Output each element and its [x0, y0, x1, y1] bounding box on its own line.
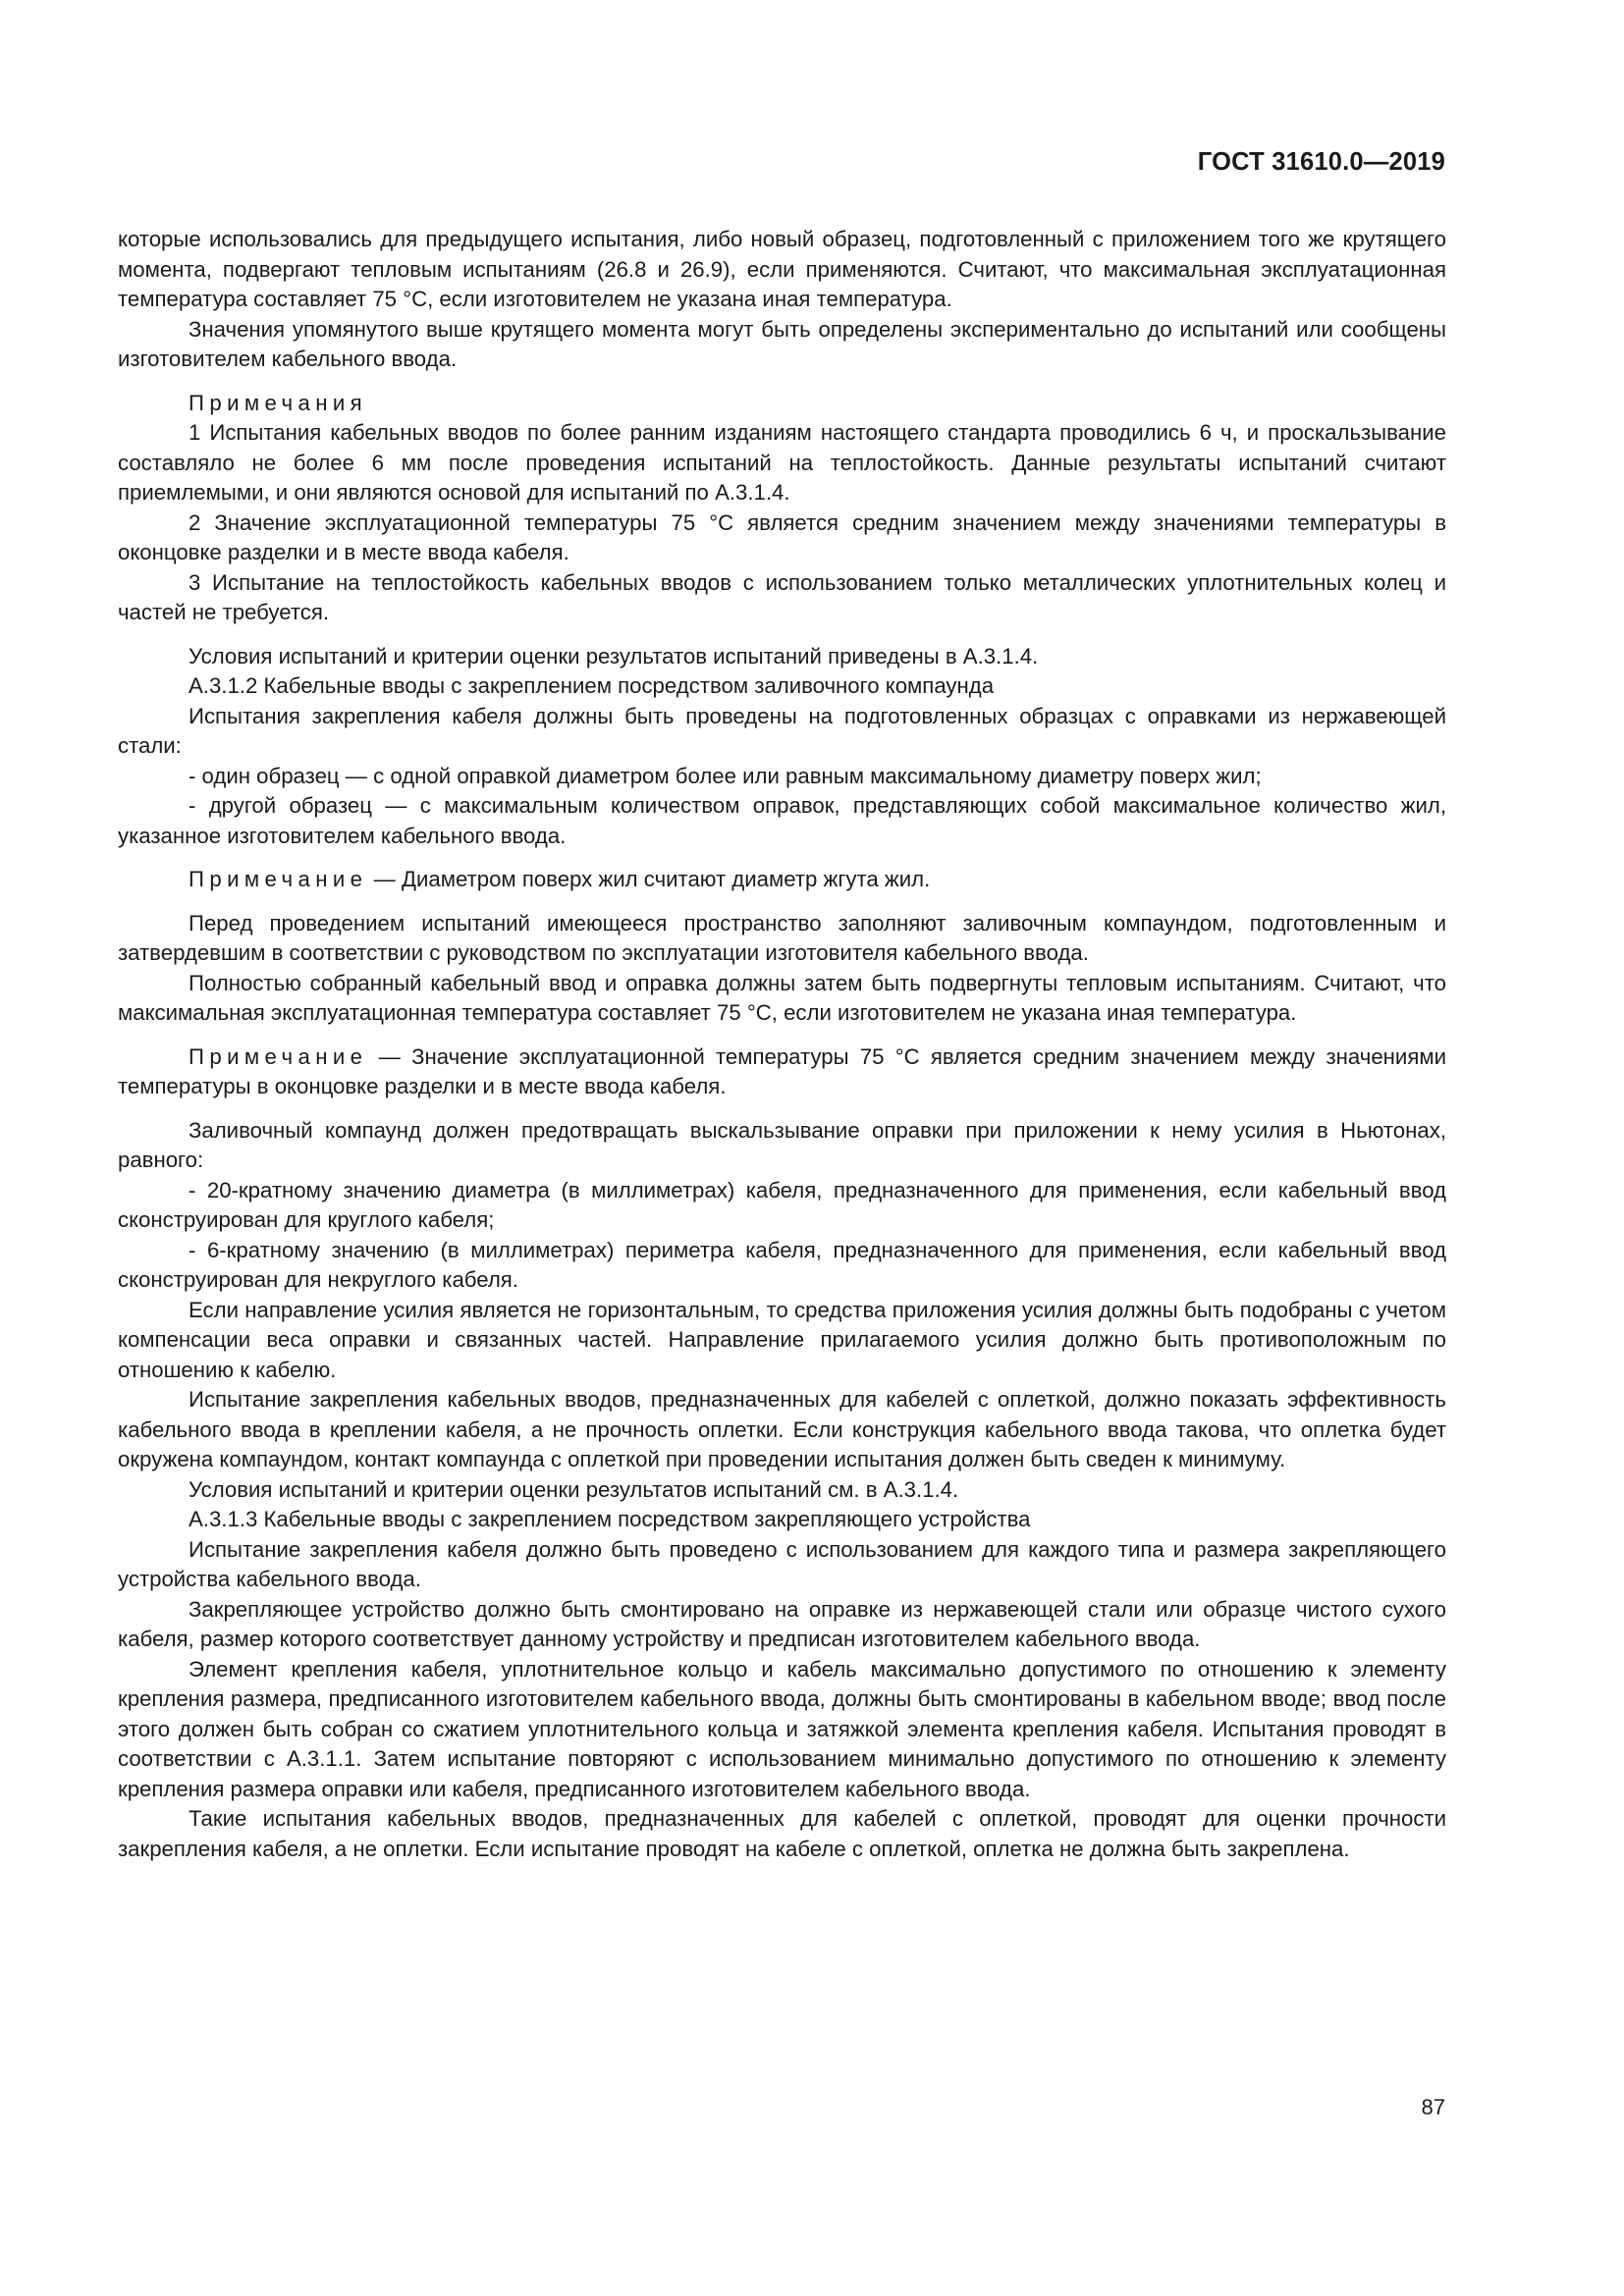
paragraph: Если направление усилия является не горизонтальным, то средства приложения усилия должны быть подобраны с учетом компенсации веса оправки и связанных частей. Направление прилагаемого усилия должно быть противоположным по отношению к кабелю. — [118, 1297, 1446, 1382]
paragraph: Условия испытаний и критерии оценки результатов испытаний приведены в А.3.1.4. — [189, 643, 1039, 668]
paragraph: Испытания закрепления кабеля должны быть проведены на подготовленных образцах с оправками из нержавеющей стали: — [118, 703, 1446, 758]
paragraph: Испытание закрепления кабельных вводов, предназначенных для кабелей с оплеткой, должно показать эффективность кабельного ввода в креплении кабеля, а не прочность оплетки. Если конструкция кабельного ввода такова, что оплетка будет окружена компаундом, контакт компаунда с оплеткой при проведении испытания должен быть сведен к минимуму. — [118, 1387, 1446, 1471]
section-heading: А.3.1.3 Кабельные вводы с закреплением посредством закрепляющего устройства — [189, 1507, 1031, 1531]
page-number: 87 — [1421, 2095, 1445, 2119]
paragraph: Закрепляющее устройство должно быть смонтировано на оправке из нержавеющей стали или образце чистого сухого кабеля, размер которого соответствует данному устройству и предписан изготовителем кабельного ввода. — [118, 1596, 1446, 1651]
paragraph: Значения упомянутого выше крутящего момента могут быть определены экспериментально до испытаний или сообщены изготовителем кабельного ввода. — [118, 316, 1446, 371]
list-item: - один образец — с одной оправкой диаметром более или равным максимальному диаметру поверх жил; — [189, 763, 1262, 788]
note-item: 3 Испытание на теплостойкость кабельных вводов с использованием только металлических уплотнительных колец и частей не требуется. — [118, 569, 1446, 624]
paragraph: Заливочный компаунд должен предотвращать выскальзывание оправки при приложении к нему усилия в Ньютонах, равного: — [118, 1117, 1446, 1172]
note — [118, 865, 1446, 895]
paragraph: Полностью собранный кабельный ввод и оправка должны затем быть подвергнуты тепловым испытаниям. Считают, что максимальная эксплуатационная температура составляет 75 °С, если изготовителем не указана иная температура. — [118, 970, 1446, 1025]
paragraph: Испытание закрепления кабеля должно быть проведено с использованием для каждого типа и размера закрепляющего устройства кабельного ввода. — [118, 1536, 1446, 1591]
note-label: Примечание — [189, 1043, 368, 1069]
notes-title: Примечания — [189, 390, 368, 415]
list-item: - другой образец — с максимальным количеством оправок, представляющих собой максимальное количество жил, указанное изготовителем кабельного ввода. — [118, 793, 1446, 848]
document-body — [118, 225, 1446, 1864]
paragraph: Такие испытания кабельных вводов, предназначенных для кабелей с оплеткой, проводят для оценки прочности закрепления кабеля, а не оплетки. Если испытание проводят на кабеле с оплеткой, оплетка не должна быть закреплена. — [118, 1806, 1446, 1861]
paragraph: Элемент крепления кабеля, уплотнительное кольцо и кабель максимально допустимого по отношению к элементу крепления размера, предписанного изготовителем кабельного ввода, должны быть смонтированы в кабельном вводе; ввод после этого должен быть собран со сжатием уплотнительного кольца и затяжкой элемента крепления кабеля. Испытания проводят в соответствии с А.3.1.1. Затем испытание повторяют с использованием минимально допустимого по отношению к элементу крепления размера оправки или кабеля, предписанного изготовителем кабельного ввода. — [118, 1656, 1446, 1801]
paragraph: Перед проведением испытаний имеющееся пространство заполняют заливочным компаундом, подготовленным и затвердевшим в соответствии с руководством по эксплуатации изготовителя кабельного ввода. — [118, 910, 1446, 965]
note-label: Примечание — [189, 867, 368, 891]
note-item: 1 Испытания кабельных вводов по более ранним изданиям настоящего стандарта проводились 6 ч, и проскальзывание составляло не более 6 мм после проведения испытаний на теплостойкость. Данные результаты испытаний считают приемлемыми, и они являются основой для испытаний по А.3.1.4. — [118, 420, 1446, 505]
list-item: - 6-кратному значению (в миллиметрах) периметра кабеля, предназначенного для применения, если кабельный ввод сконструирован для некруглого кабеля. — [118, 1237, 1446, 1292]
document-number-header: ГОСТ 31610.0—2019 — [1197, 148, 1445, 176]
note-text: — Значение эксплуатационной температуры 75 °С является средним значением между значениями температуры в оконцовке разделки и в месте ввода кабеля. — [118, 1043, 1446, 1098]
paragraph: Условия испытаний и критерии оценки результатов испытаний см. в А.3.1.4. — [189, 1476, 959, 1502]
note-item: 2 Значение эксплуатационной температуры 75 °С является средним значением между значениями температуры в оконцовке разделки и в месте ввода кабеля. — [118, 509, 1446, 564]
note-text: — Диаметром поверх жил считают диаметр жгута жил. — [367, 867, 931, 891]
list-item: - 20-кратному значению диаметра (в миллиметрах) кабеля, предназначенного для применения, если кабельный ввод сконструирован для круглого кабеля; — [118, 1177, 1446, 1232]
section-heading: А.3.1.2 Кабельные вводы с закреплением посредством заливочного компаунда — [189, 673, 995, 698]
note — [118, 1042, 1446, 1102]
paragraph: которые использовались для предыдущего испытания, либо новый образец, подготовленный с приложением того же крутящего момента, подвергают тепловым испытаниям (26.8 и 26.9), если применяются. Считают, что максимальная эксплуатационная температура составляет 75 °С, если изготовителем не указана иная температура. — [118, 227, 1446, 311]
